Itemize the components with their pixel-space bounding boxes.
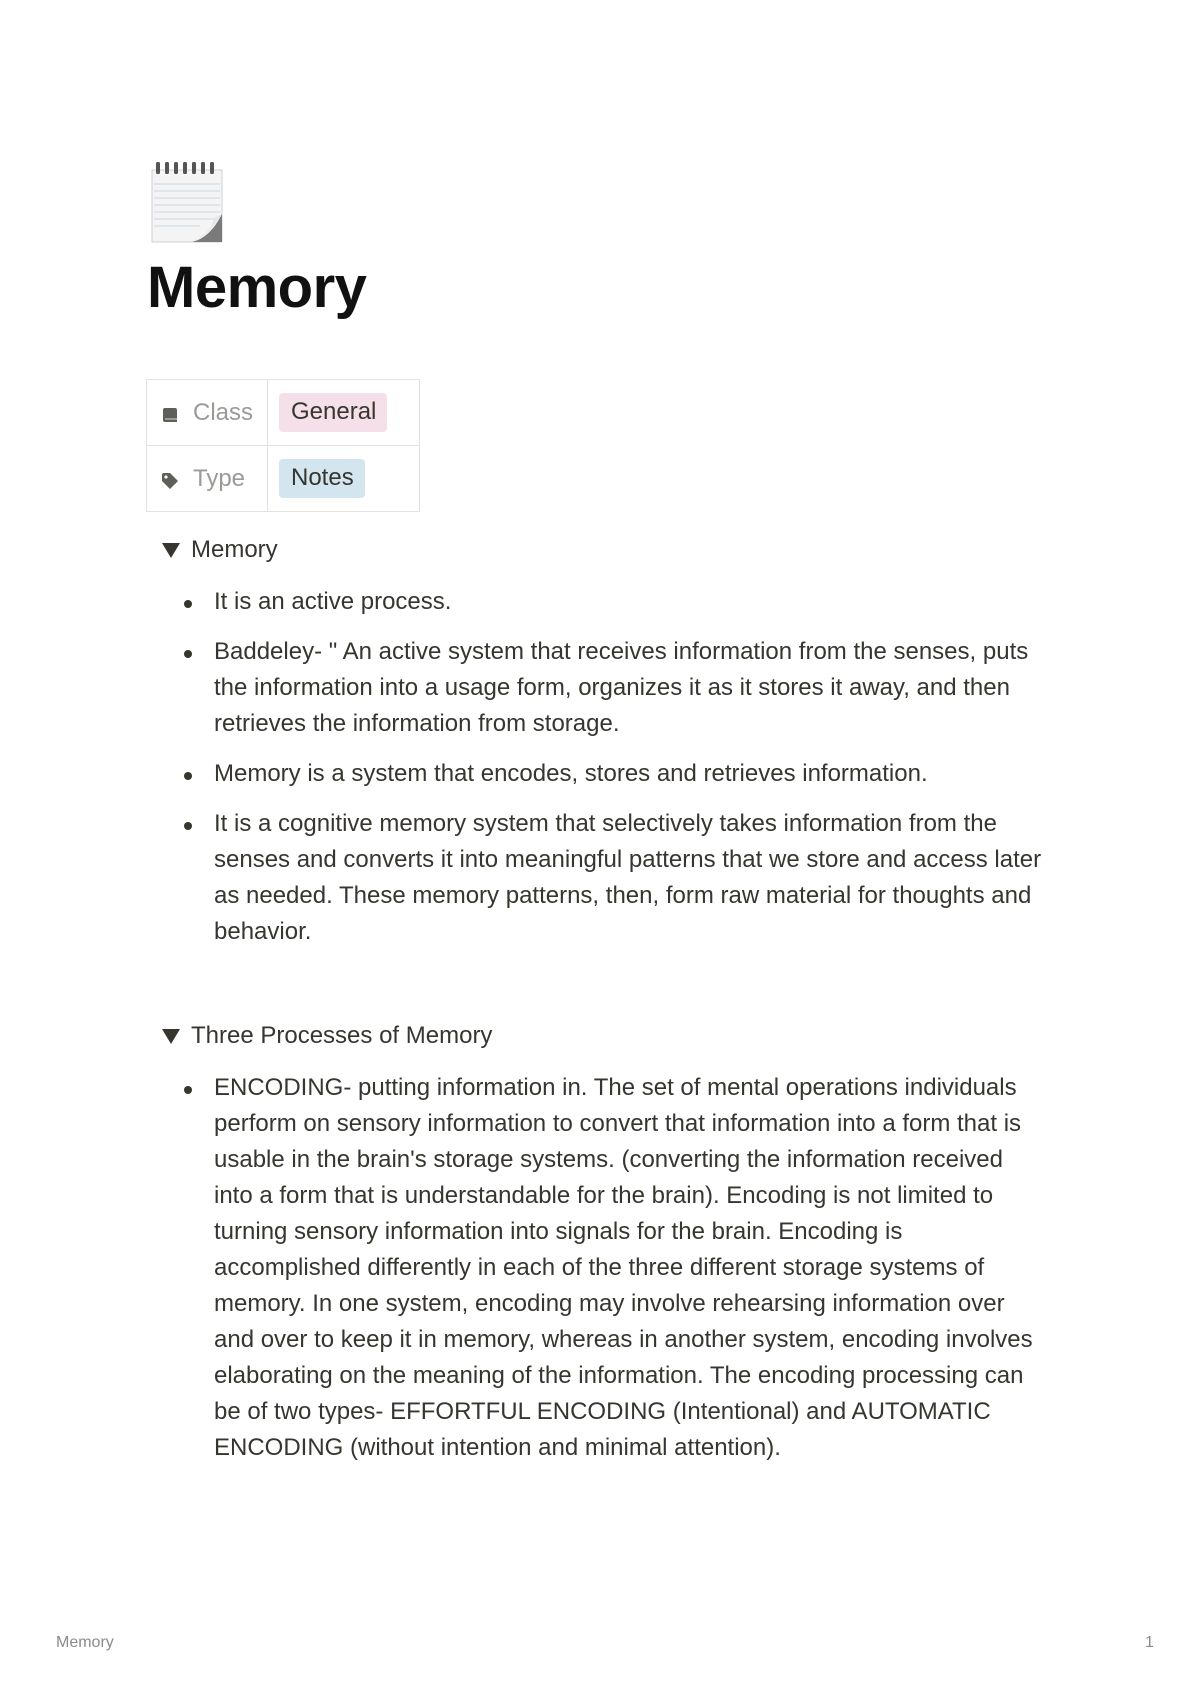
footer-title: Memory: [56, 1634, 114, 1651]
property-row-class: [147, 380, 420, 446]
properties-table: [146, 379, 420, 512]
list-item: ENCODING- putting information in. The set of mental operations individuals perform on sensory information to convert that information into a form that is usable in the brain's storage systems. (converting the information received into a form that is understandable for the brain). Encoding is not limited to turning sensory information into signals for the brain. Encoding is accomplished differently in each of the three different storage systems of memory. In one system, encoding may involve rehearsing information over and over to keep it in memory, whereas in another system, encoding involves elaborating on the meaning of the information. The encoding processing can be of two types- EFFORTFUL ENCODING (Intentional) and AUTOMATIC ENCODING (without intention and minimal attention).: [182, 1070, 1042, 1466]
bullet-list: [182, 1070, 1042, 1466]
list-item: It is an active process.: [182, 584, 1042, 620]
toggle-header[interactable]: [162, 532, 1042, 568]
page-title: Memory: [147, 255, 367, 320]
toggle-arrow-icon[interactable]: [162, 543, 180, 558]
list-item: It is a cognitive memory system that selectively takes information from the senses and converts it into meaningful patterns that we store and access later as needed. These memory patterns, then, form raw material for thoughts and behavior.: [182, 806, 1042, 950]
type-tag[interactable]: Notes: [279, 459, 365, 499]
toggle-heading: Three Processes of Memory: [191, 1022, 493, 1049]
toggle-arrow-icon[interactable]: [162, 1029, 180, 1044]
property-value-cell[interactable]: [268, 446, 420, 512]
toggle-section-memory: [162, 532, 1042, 950]
list-item: Baddeley- " An active system that receives information from the senses, puts the information into a usage form, organizes it as it stores it away, and then retrieves the information from storage.: [182, 634, 1042, 742]
property-key-cell[interactable]: [147, 380, 268, 446]
property-value-cell[interactable]: [268, 380, 420, 446]
toggle-header[interactable]: [162, 1018, 1042, 1054]
list-item: Memory is a system that encodes, stores and retrieves information.: [182, 756, 1042, 792]
tag-icon: [161, 472, 179, 490]
class-tag[interactable]: General: [279, 393, 387, 433]
property-key-cell[interactable]: [147, 446, 268, 512]
spiral-notepad-icon: [150, 158, 226, 244]
toggle-heading: Memory: [191, 536, 278, 563]
class-icon: [161, 406, 179, 424]
property-key-label: Class: [193, 398, 254, 426]
bullet-list: [182, 584, 1042, 950]
property-key-label: Type: [193, 464, 246, 492]
page-number: 1: [1145, 1634, 1154, 1651]
toggle-section-three-processes: [162, 1018, 1042, 1466]
property-row-type: [147, 446, 420, 512]
